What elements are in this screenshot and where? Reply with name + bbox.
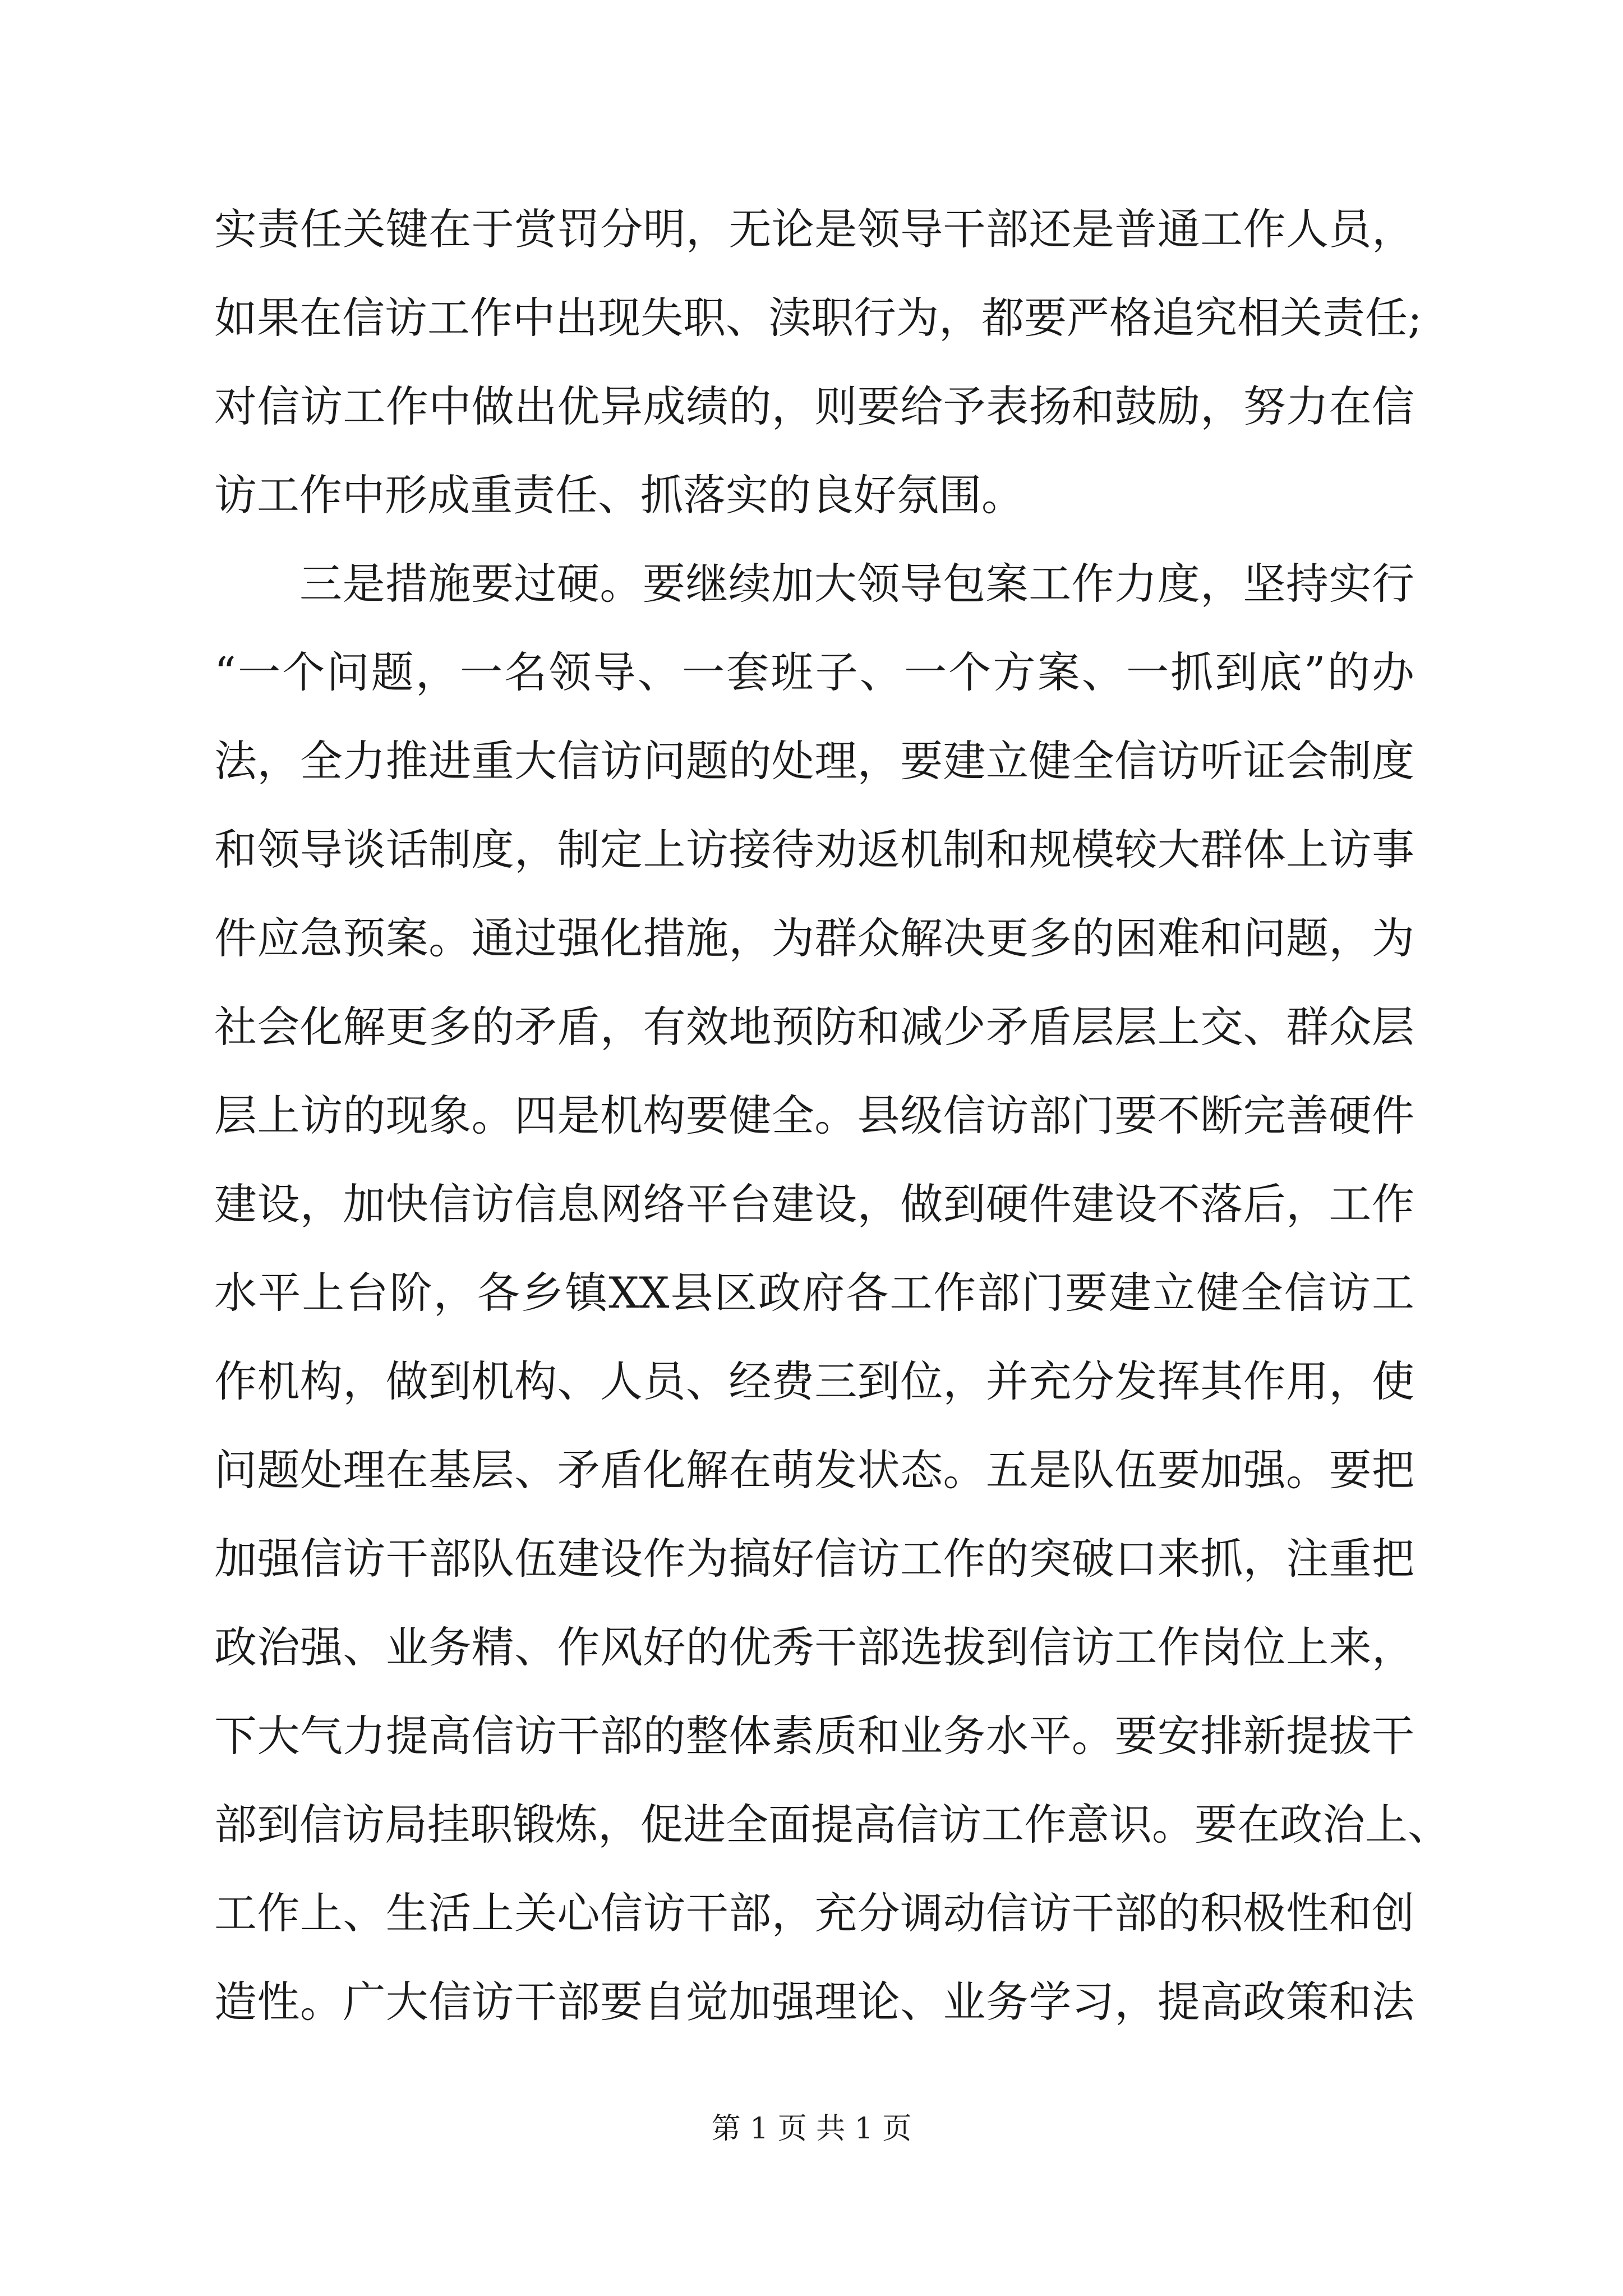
text-line: 部到信访局挂职锻炼，促进全面提高信访工作意识。要在政治上、 (214, 1800, 1450, 1849)
text-line: 下大气力提高信访干部的整体素质和业务水平。要安排新提拔干 (214, 1711, 1414, 1761)
body-text (214, 185, 1450, 2046)
text-line: 社会化解更多的矛盾，有效地预防和减少矛盾层层上交、群众层 (214, 1002, 1414, 1052)
paragraph-start-line: 三是措施要过硬。要继续加大领导包案工作力度，坚持实行 (299, 559, 1414, 609)
text-line: 对信访工作中做出优异成绩的，则要给予表扬和鼓励，努力在信 (214, 381, 1414, 431)
text-line: 建设，加快信访信息网络平台建设，做到硬件建设不落后，工作 (214, 1179, 1414, 1229)
text-line: 层上访的现象。四是机构要健全。县级信访部门要不断完善硬件 (214, 1091, 1414, 1140)
text-line: 造性。广大信访干部要自觉加强理论、业务学习，提高政策和法 (214, 1977, 1414, 2027)
text-line: 法，全力推进重大信访问题的处理，要建立健全信访听证会制度 (214, 736, 1414, 786)
text-line: 和领导谈话制度，制定上访接待劝返机制和规模较大群体上访事 (214, 825, 1414, 875)
page-footer (0, 2109, 1623, 2148)
text-line: 实责任关键在于赏罚分明，无论是领导干部还是普通工作人员， (214, 204, 1414, 254)
text-line: 加强信访干部队伍建设作为搞好信访工作的突破口来抓，注重把 (214, 1534, 1414, 1584)
text-line: 访工作中形成重责任、抓落实的良好氛围。 (214, 470, 1024, 520)
text-line: 水平上台阶，各乡镇XX县区政府各工作部门要建立健全信访工 (214, 1268, 1414, 1318)
text-line: 问题处理在基层、矛盾化解在萌发状态。五是队伍要加强。要把 (214, 1445, 1414, 1495)
text-line: “一个问题，一名领导、一套班子、一个方案、一抓到底”的办 (214, 647, 1414, 697)
text-line: 工作上、生活上关心信访干部，充分调动信访干部的积极性和创 (214, 1888, 1414, 1938)
page-number-label: 第 1 页 共 1 页 (711, 2112, 912, 2146)
text-line: 政治强、业务精、作风好的优秀干部选拔到信访工作岗位上来， (214, 1622, 1414, 1672)
text-line: 作机构，做到机构、人员、经费三到位，并充分发挥其作用，使 (214, 1356, 1414, 1406)
text-line: 如果在信访工作中出现失职、渎职行为，都要严格追究相关责任; (214, 293, 1422, 343)
text-line: 件应急预案。通过强化措施，为群众解决更多的困难和问题，为 (214, 913, 1414, 963)
